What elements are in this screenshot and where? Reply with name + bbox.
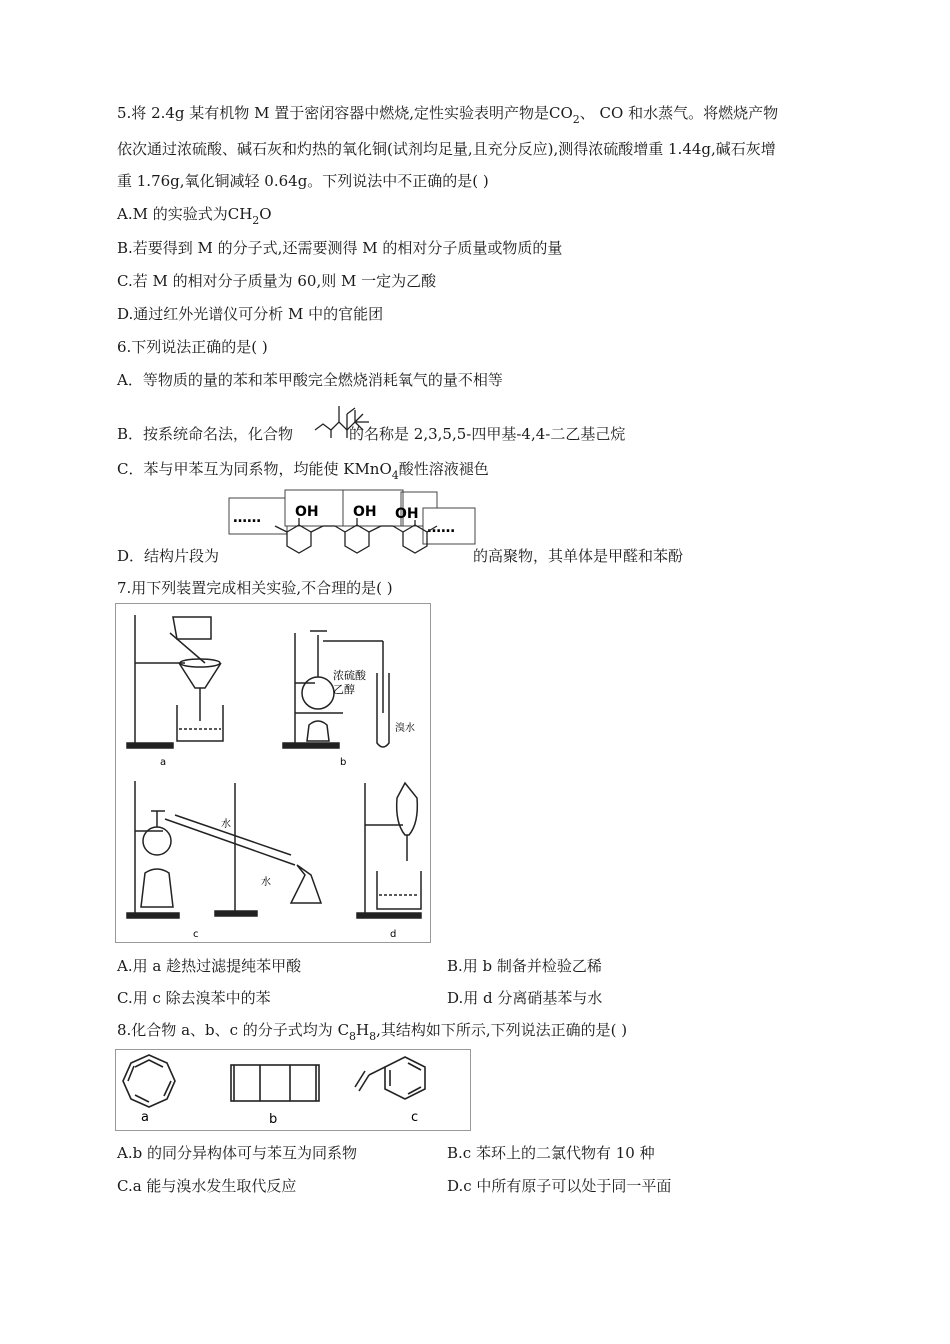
q8-stem-pre: 8.化合物 a、b、c 的分子式均为 C: [117, 1021, 350, 1039]
label-water-out: 水: [261, 877, 271, 888]
skeletal-formula-image: [313, 400, 371, 440]
q8-stem: [117, 1020, 628, 1043]
oh-label-2: OH: [353, 504, 377, 520]
q5-option-a-text: A.M 的实验式为: [117, 205, 228, 223]
label-water-in: 水: [221, 819, 231, 830]
q6-option-c-post: 酸性溶液褪色: [398, 460, 489, 478]
q5-option-c: C.若 M 的相对分子质量为 60,则 M 一定为乙酸: [117, 272, 437, 290]
label-struct-b: b: [269, 1112, 278, 1127]
q5-line3: 重 1.76g,氧化铜减轻 0.64g。下列说法中不正确的是( ): [117, 172, 489, 190]
label-struct-c: c: [411, 1110, 419, 1125]
q8-option-b: B.c 苯环上的二氯代物有 10 种: [447, 1144, 655, 1162]
ch2o-formula-o: O: [259, 205, 272, 223]
apparatus-figure: [115, 603, 431, 943]
ch2o-subscript: 2: [252, 214, 260, 227]
h-symbol: H: [356, 1021, 370, 1039]
label-a: a: [160, 757, 167, 768]
q6-option-c: [117, 459, 489, 482]
label-c: c: [193, 929, 199, 940]
q8-option-c: C.a 能与溴水发生取代反应: [117, 1177, 297, 1195]
q6-stem: 6.下列说法正确的是( ): [117, 338, 268, 356]
oh-label-3: OH: [395, 506, 419, 522]
dots-right: ……: [427, 520, 455, 536]
ch2o-formula: CH: [227, 205, 253, 223]
co2-formula: CO: [548, 104, 573, 122]
q6-option-c-pre: C．苯与甲苯互为同系物，均能使 KMnO: [117, 460, 392, 478]
label-conc-h2so4: 浓硫酸: [333, 669, 366, 682]
label-bromine-water: 溴水: [395, 723, 415, 734]
dots-left: ……: [233, 510, 261, 526]
q5-option-b: B.若要得到 M 的分子式,还需要测得 M 的相对分子质量或物质的量: [117, 239, 563, 257]
q5-text: 5.将 2.4g 某有机物 M 置于密闭容器中燃烧,定性实验表明产物是: [117, 104, 549, 122]
phenol-formaldehyde-fragment: [227, 488, 477, 562]
h8-subscript: 8: [369, 1030, 377, 1043]
q7-option-a: A.用 a 趁热过滤提纯苯甲酸: [117, 957, 302, 975]
structures-figure: [115, 1049, 471, 1131]
q8-option-d: D.c 中所有原子可以处于同一平面: [447, 1177, 672, 1195]
q6-option-b-post: 的名称是 2,3,5,5-四甲基-4,4-二乙基己烷: [349, 425, 626, 443]
label-b: b: [340, 757, 347, 768]
oh-label-1: OH: [295, 504, 319, 520]
q6-option-a: A．等物质的量的苯和苯甲酸完全燃烧消耗氧气的量不相等: [117, 371, 503, 389]
q7-option-b: B.用 b 制备并检验乙稀: [447, 957, 602, 975]
kmno4-subscript: 4: [391, 469, 399, 482]
q7-option-c: C.用 c 除去溴苯中的苯: [117, 989, 271, 1007]
label-ethanol: 乙醇: [333, 683, 355, 696]
q7-stem: 7.用下列装置完成相关实验,不合理的是( ): [117, 579, 393, 597]
q5-option-d: D.通过红外光谱仪可分析 M 中的官能团: [117, 305, 384, 323]
q5-line2: 依次通过浓硫酸、碱石灰和灼热的氧化铜(试剂均足量,且充分反应),测得浓硫酸增重 1.44g,碱石灰增: [117, 140, 776, 158]
q7-option-d: D.用 d 分离硝基苯与水: [447, 989, 603, 1007]
q8-stem-post: ,其结构如下所示,下列说法正确的是( ): [376, 1021, 628, 1039]
q6-option-d-post: 的高聚物，其单体是甲醛和苯酚: [473, 547, 684, 565]
q6-option-b: [117, 424, 625, 444]
q5-text-b: 、 CO 和水蒸气。将燃烧产物: [579, 104, 779, 122]
q6-option-d-pre: D．结构片段为: [117, 547, 220, 565]
label-d: d: [390, 929, 397, 940]
q5-line1: [117, 103, 779, 126]
label-struct-a: a: [141, 1110, 149, 1125]
q6-option-b-pre: B．按系统命名法，化合物: [117, 425, 294, 443]
q5-option-a: [117, 204, 272, 227]
q8-option-a: A.b 的同分异构体可与苯互为同系物: [117, 1144, 357, 1162]
c8-subscript: 8: [349, 1030, 357, 1043]
co2-subscript: 2: [572, 113, 580, 126]
